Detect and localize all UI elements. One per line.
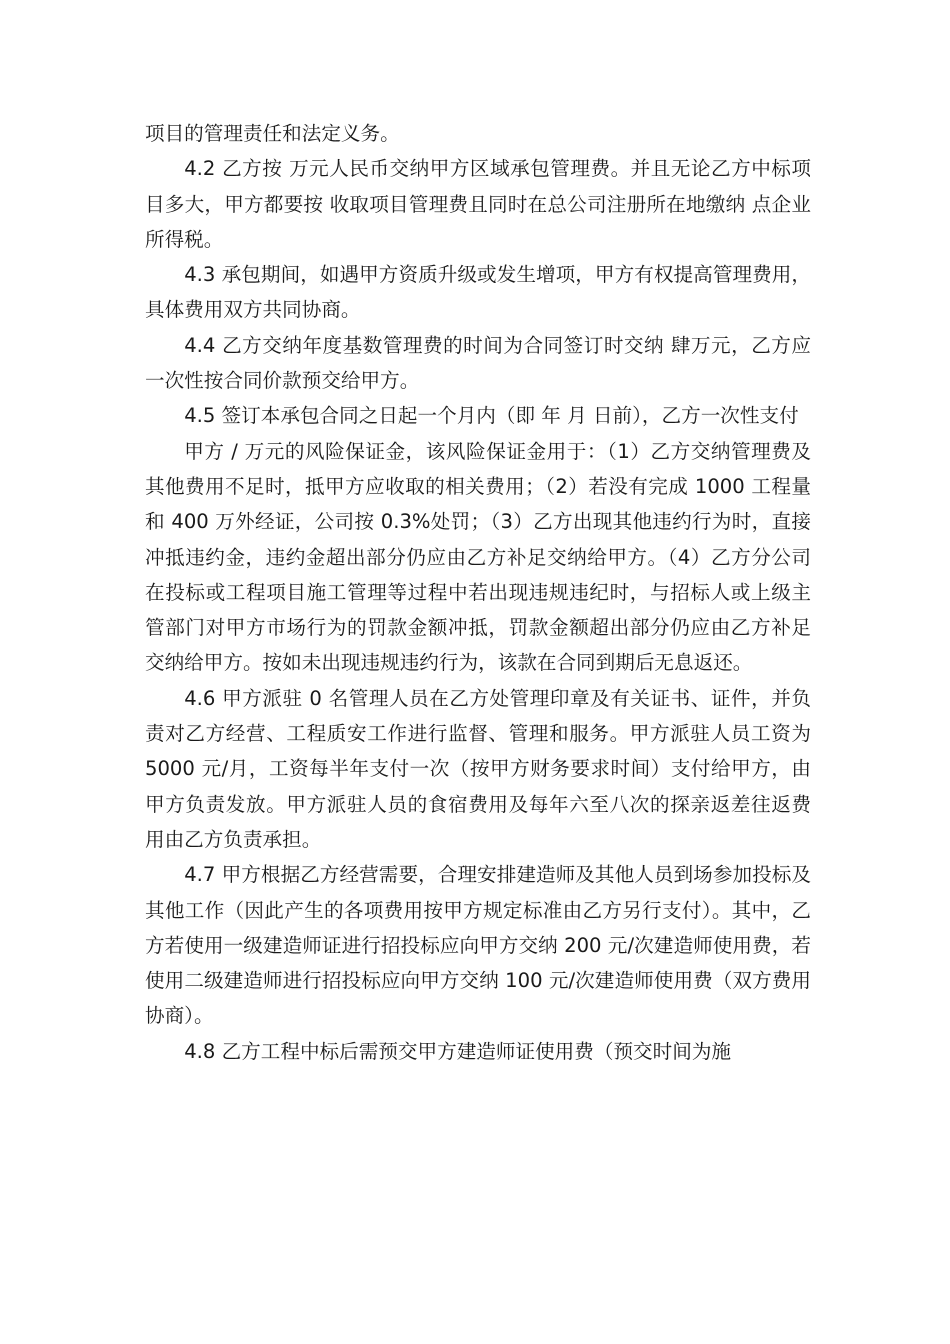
paragraph-4-2: 4.2 乙方按 万元人民币交纳甲方区域承包管理费。并且无论乙方中标项目多大，甲方都要按 收取项目管理费且同时在总公司注册所在地缴纳 点企业所得税。 xyxy=(145,157,811,251)
paragraph-continuation: 项目的管理责任和法定义务。 xyxy=(145,122,400,145)
paragraph-4-3: 4.3 承包期间，如遇甲方资质升级或发生增项，甲方有权提高管理费用，具体费用双方共同协商。 xyxy=(145,263,811,322)
paragraph-4-4: 4.4 乙方交纳年度基数管理费的时间为合同签订时交纳 肆万元，乙方应一次性按合同价款预交给甲方。 xyxy=(145,333,811,393)
paragraph-4-6: 4.6 甲方派驻 0 名管理人员在乙方处管理印章及有关证书、证件，并负责对乙方经营、工程质安工作进行监督、管理和服务。甲方派驻人员工资为 5000 元/月，工资每半年支付一次（按甲方财务要求时间）支付给甲方，由甲方负责发放。甲方派驻人员的食宿费用及每年六至八次的探亲返差往返费用由乙方负责承担。 xyxy=(145,686,811,851)
paragraph-risk-deposit: 甲方 / 万元的风险保证金，该风险保证金用于：（1）乙方交纳管理费及其他费用不足时，抵甲方应收取的相关费用；（2）若没有完成 1000 工程量和 400 万外经证，公司按 0.3%处罚；（3）乙方出现其他违约行为时，直接冲抵违约金，违约金超出部分仍应由乙方补足交纳给甲方。（4）乙方分公司在投标或工程项目施工管理等过程中若出现违规违纪时，与招标人或上级主管部门对甲方市场行为的罚款金额冲抵，罚款金额超出部分仍应由乙方补足交纳给甲方。按如未出现违规违约行为，该款在合同到期后无息返还。 xyxy=(145,439,811,675)
paragraph-4-8: 4.8 乙方工程中标后需预交甲方建造师证使用费（预交时间为施 xyxy=(184,1039,732,1063)
paragraph-4-7: 4.7 甲方根据乙方经营需要，合理安排建造师及其他人员到场参加投标及其他工作（因此产生的各项费用按甲方规定标准由乙方另行支付）。其中，乙方若使用一级建造师证进行招投标应向甲方交纳 200 元/次建造师使用费，若使用二级建造师进行招投标应向甲方交纳 100 元/次建造师使用费（双方费用协商）。 xyxy=(145,863,811,1028)
paragraph-4-5: 4.5 签订本承包合同之日起一个月内（即 年 月 日前），乙方一次性支付 xyxy=(184,404,799,428)
document-body xyxy=(145,116,811,1069)
